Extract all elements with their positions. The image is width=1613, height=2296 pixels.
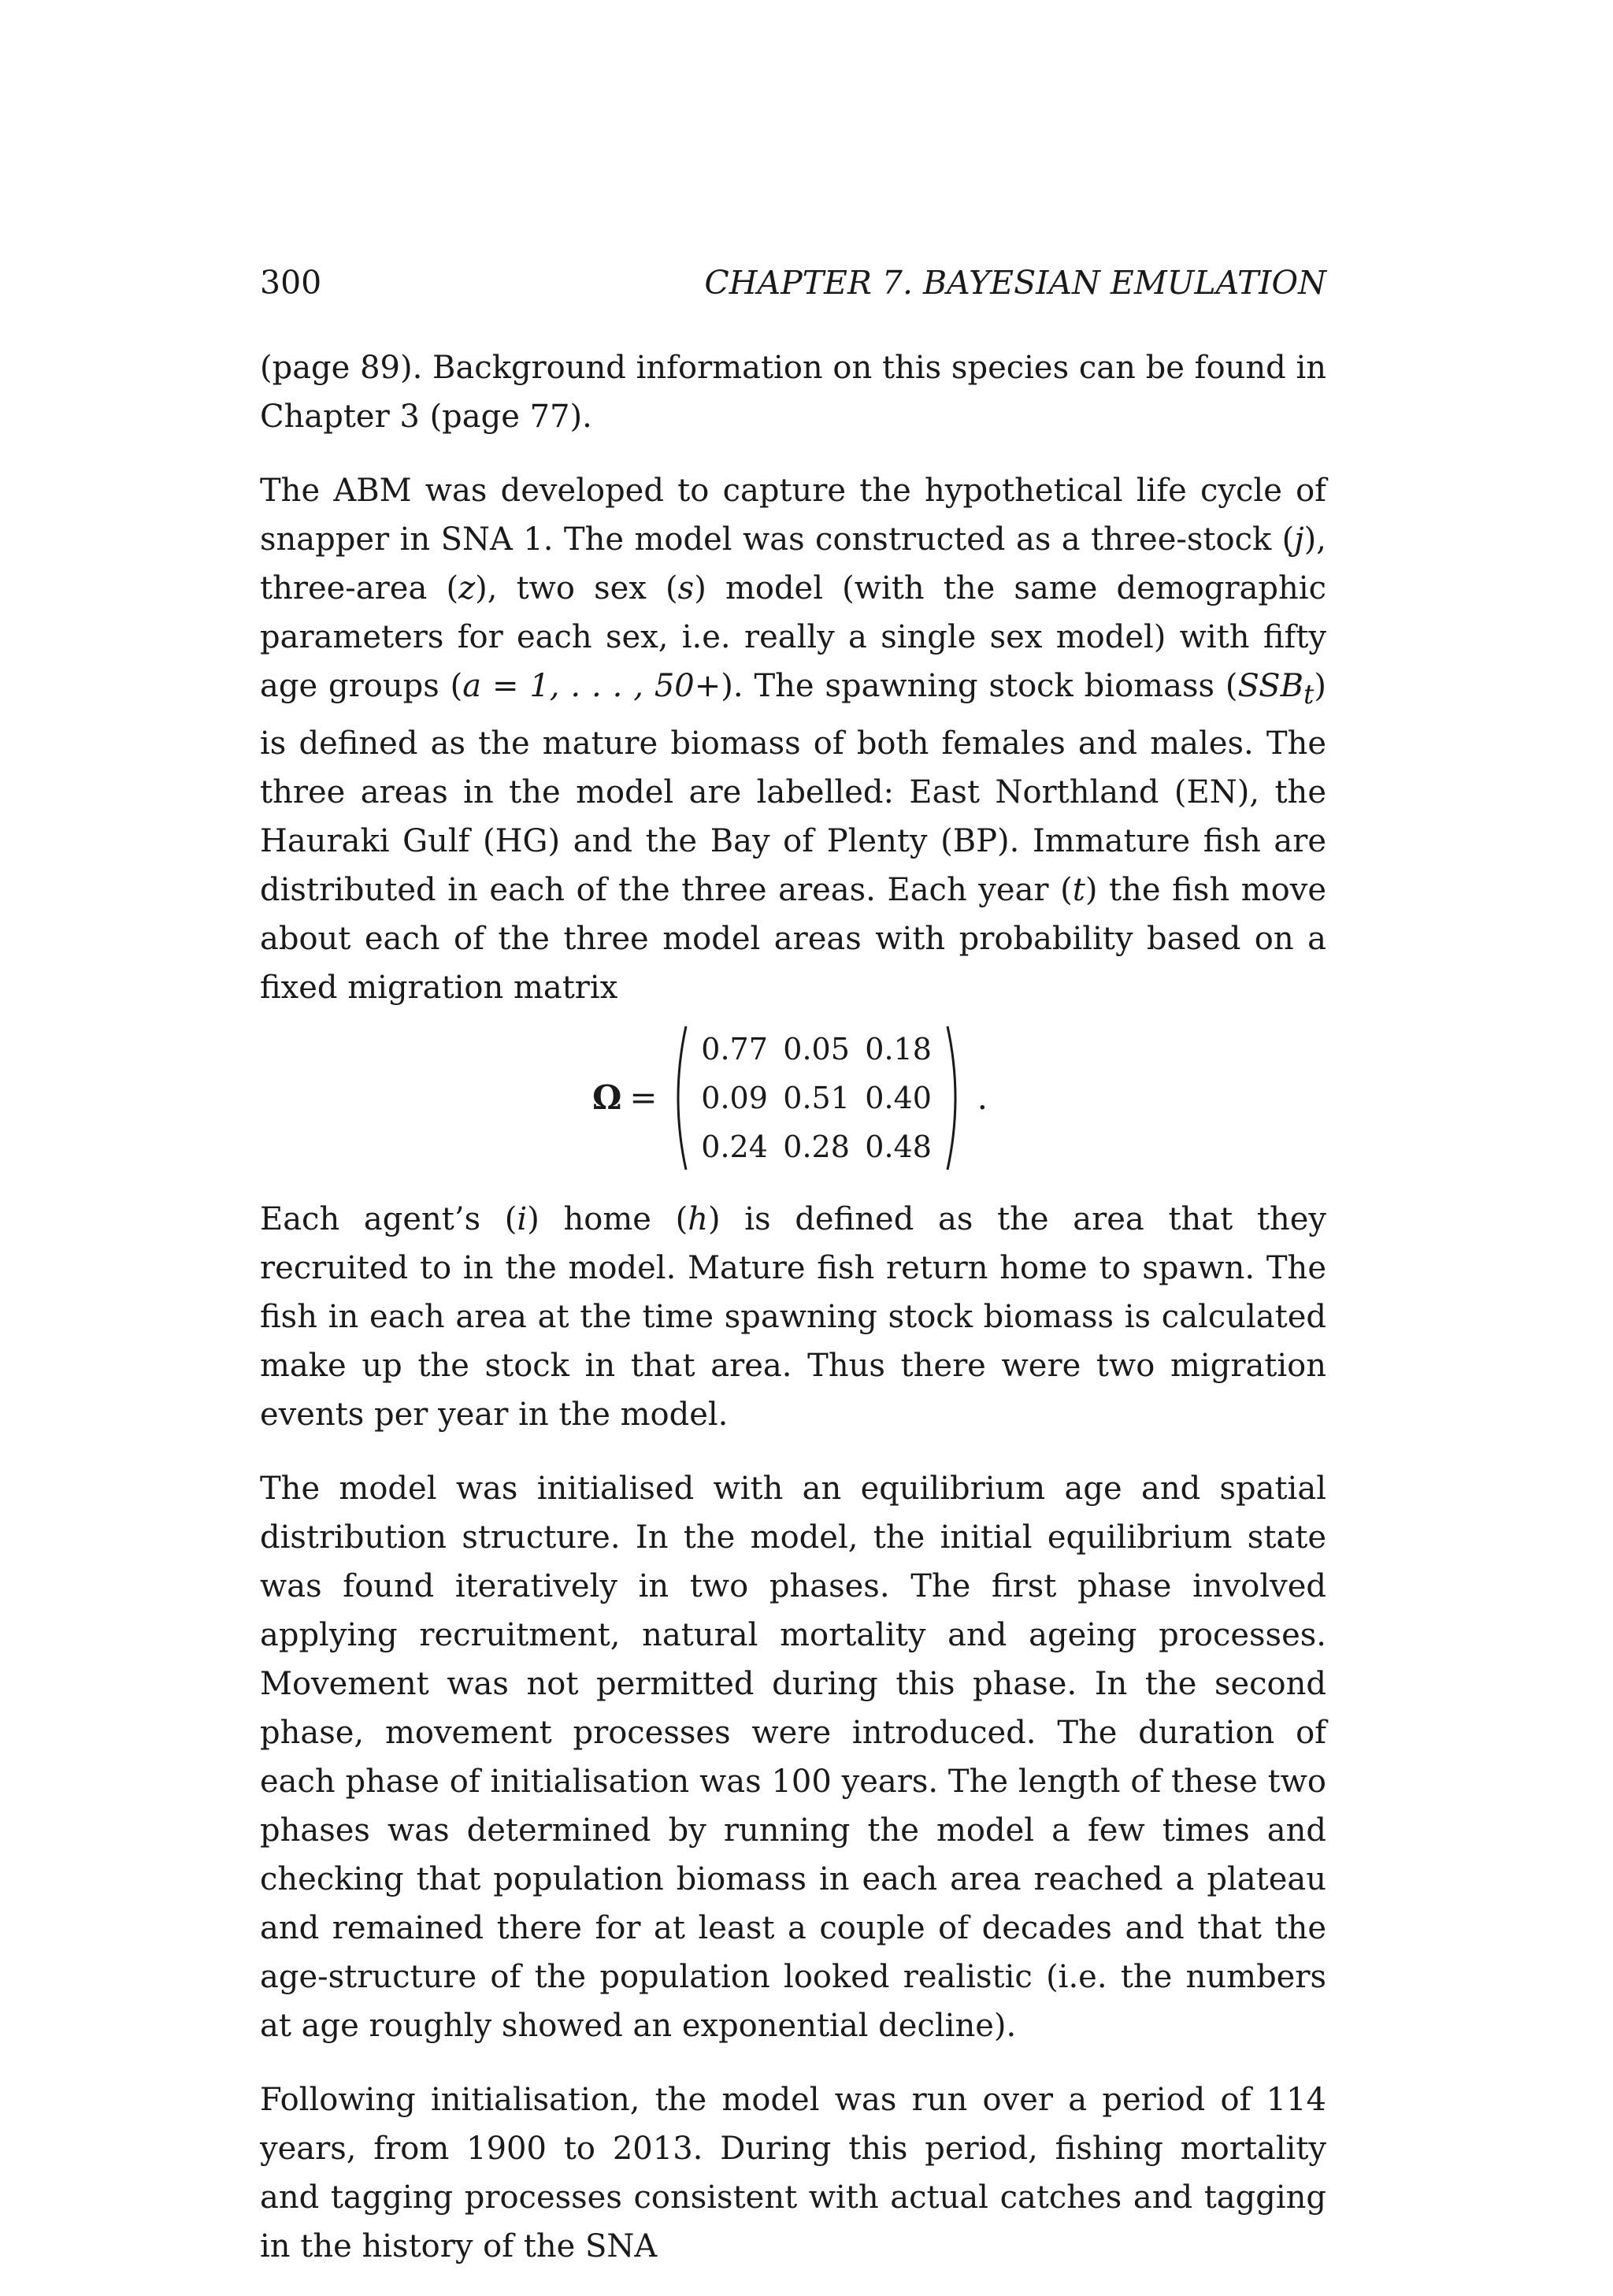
math-variable-s: s — [677, 570, 695, 606]
text-run: Each agent’s ( — [260, 1201, 517, 1237]
equation-equals-sign: = — [629, 1078, 658, 1117]
math-variable-j: j — [1294, 521, 1304, 558]
math-variable-z: z — [458, 570, 476, 606]
equation-period: . — [977, 1078, 988, 1117]
migration-matrix-equation — [260, 1023, 1326, 1173]
matrix-cell: 0.40 — [865, 1081, 932, 1115]
body-text — [260, 343, 1326, 2296]
paragraph-5: Following initialisation, the model was run over a period of 114 years, from 1900 to 2013. During this period, fishing mortality and tagging processes consistent with actual catches and tagging in the history of the SNA — [260, 2082, 1326, 2264]
text-run: ). The spawning stock biomass ( — [721, 668, 1238, 704]
matrix-cell: 0.28 — [783, 1129, 850, 1164]
text-run: ) home ( — [527, 1201, 688, 1237]
page-number: 300 — [260, 264, 322, 302]
paragraph-3 — [260, 1195, 1326, 1439]
equation-lhs-omega: Ω — [592, 1078, 622, 1117]
matrix-cell: 0.48 — [865, 1129, 932, 1164]
math-expression-age-range: a = 1, . . . , 50+ — [462, 668, 721, 704]
text-run: ) is defined as the mature biomass of both females and males. The three areas in the model are labelled: East Northland (EN), the Hauraki Gulf (HG) and the Bay of Plenty (BP). Immature fish are distributed in each of the three areas. Each year ( — [260, 668, 1326, 908]
text-run: ), two sex ( — [475, 570, 678, 606]
equation-row — [592, 1023, 988, 1173]
text-run: The ABM was developed to capture the hypothetical life cycle of snapper in SNA 1. The model was constructed as a three-stock ( — [260, 473, 1326, 558]
math-variable-t: t — [1072, 872, 1085, 908]
matrix-cell: 0.18 — [865, 1032, 932, 1066]
text-run: ) is defined as the area that they recruited to in the model. Mature fish return home to spawn. The fish in each area at the time spawning stock biomass is calculated make up the stock in that area. Thus there were two migration events per year in the model. — [260, 1201, 1326, 1433]
text-run: ) the fish move about each of the three model areas with probability based on a fixed migration matrix — [260, 872, 1326, 1006]
page-header — [260, 263, 1326, 302]
math-subscript-t: t — [1303, 679, 1315, 710]
math-variable-h: h — [688, 1201, 709, 1237]
matrix-cell: 0.24 — [701, 1129, 768, 1164]
right-parenthesis — [944, 1023, 966, 1173]
matrix-cell: 0.77 — [701, 1032, 768, 1066]
running-head: CHAPTER 7. BAYESIAN EMULATION — [704, 264, 1326, 302]
paragraph-2 — [260, 466, 1326, 1012]
text-run: ), three-area ( — [260, 521, 1326, 606]
matrix-cell: 0.05 — [783, 1032, 850, 1066]
matrix — [689, 1025, 944, 1171]
left-parenthesis — [667, 1023, 689, 1173]
math-variable-i: i — [517, 1201, 528, 1237]
text-run: ) model (with the same demographic parameters for each sex, i.e. really a single sex model) with fifty age groups ( — [260, 570, 1326, 704]
matrix-cell: 0.51 — [783, 1081, 850, 1115]
matrix-cell: 0.09 — [701, 1081, 768, 1115]
paragraph-1: (page 89). Background information on this species can be found in Chapter 3 (page 77). — [260, 350, 1326, 435]
math-variable-ssb: SSB — [1237, 668, 1303, 704]
paragraph-4: The model was initialised with an equilibrium age and spatial distribution structure. In the model, the initial equilibrium state was found iteratively in two phases. The first phase involved applying recruitment, natural mortality and ageing processes. Movement was not permitted during this phase. In the second phase, movement processes were introduced. The duration of each phase of initialisation was 100 years. The length of these two phases was determined by running the model a few times and checking that population biomass in each area reached a plateau and remained there for at least a couple of decades and that the age-structure of the population looked realistic (i.e. the numbers at age roughly showed an exponential decline). — [260, 1471, 1326, 2044]
